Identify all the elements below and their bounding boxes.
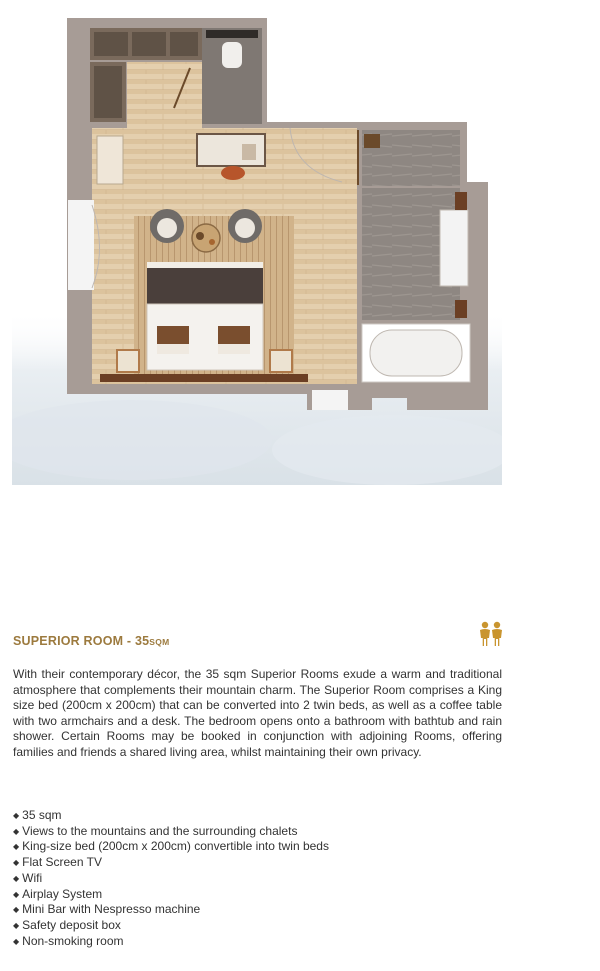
list-item (13, 839, 502, 855)
features-list (13, 808, 502, 949)
feature-text: Non-smoking room (22, 933, 124, 948)
list-item (13, 902, 502, 918)
feature-text: Safety deposit box (22, 917, 121, 932)
feature-text: Flat Screen TV (22, 855, 102, 870)
feature-text: Mini Bar with Nespresso machine (22, 902, 201, 917)
diamond-bullet-icon: ◆ (13, 811, 20, 820)
feature-text: Wifi (22, 870, 43, 885)
feature-text: King-size bed (200cm x 200cm) convertible into twin beds (22, 839, 329, 854)
diamond-bullet-icon: ◆ (13, 873, 20, 883)
list-item (13, 808, 502, 824)
list-item (13, 855, 502, 871)
floor-plan-image (12, 10, 502, 485)
feature-text: 35 sqm (22, 808, 62, 822)
list-item (13, 934, 502, 950)
list-item (13, 871, 502, 887)
diamond-bullet-icon: ◆ (13, 889, 20, 899)
diamond-bullet-icon: ◆ (13, 858, 20, 868)
diamond-bullet-icon: ◆ (13, 905, 20, 915)
diamond-bullet-icon: ◆ (13, 936, 20, 946)
room-description: With their contemporary décor, the 35 sqm Superior Rooms exude a warm and traditional atmosphere that complements their mountain charm. The Superior Room comprises a King size bed (200cm x 200cm) that can be converted into 2 twin beds, as well as a coffee table with two armchairs and a desk. The bedroom opens onto a bathroom with bathtub and rain shower. Certain Rooms may be booked in conjunction with adjoining Rooms, offering families and friends a shared living area, whilst maintaining their own privacy. (13, 667, 502, 759)
list-item (13, 824, 502, 840)
diamond-bullet-icon: ◆ (13, 920, 20, 930)
feature-text: Airplay System (22, 886, 103, 901)
two-persons-icon (479, 621, 503, 652)
room-size-unit: SQM (149, 637, 170, 647)
diamond-bullet-icon: ◆ (13, 842, 20, 852)
room-title (13, 634, 170, 648)
diamond-bullet-icon: ◆ (13, 826, 20, 836)
room-title-row (13, 632, 503, 652)
list-item (13, 887, 502, 903)
room-name: SUPERIOR ROOM - 35 (13, 634, 150, 648)
list-item (13, 918, 502, 934)
feature-text: Views to the mountains and the surrounding chalets (22, 823, 298, 838)
